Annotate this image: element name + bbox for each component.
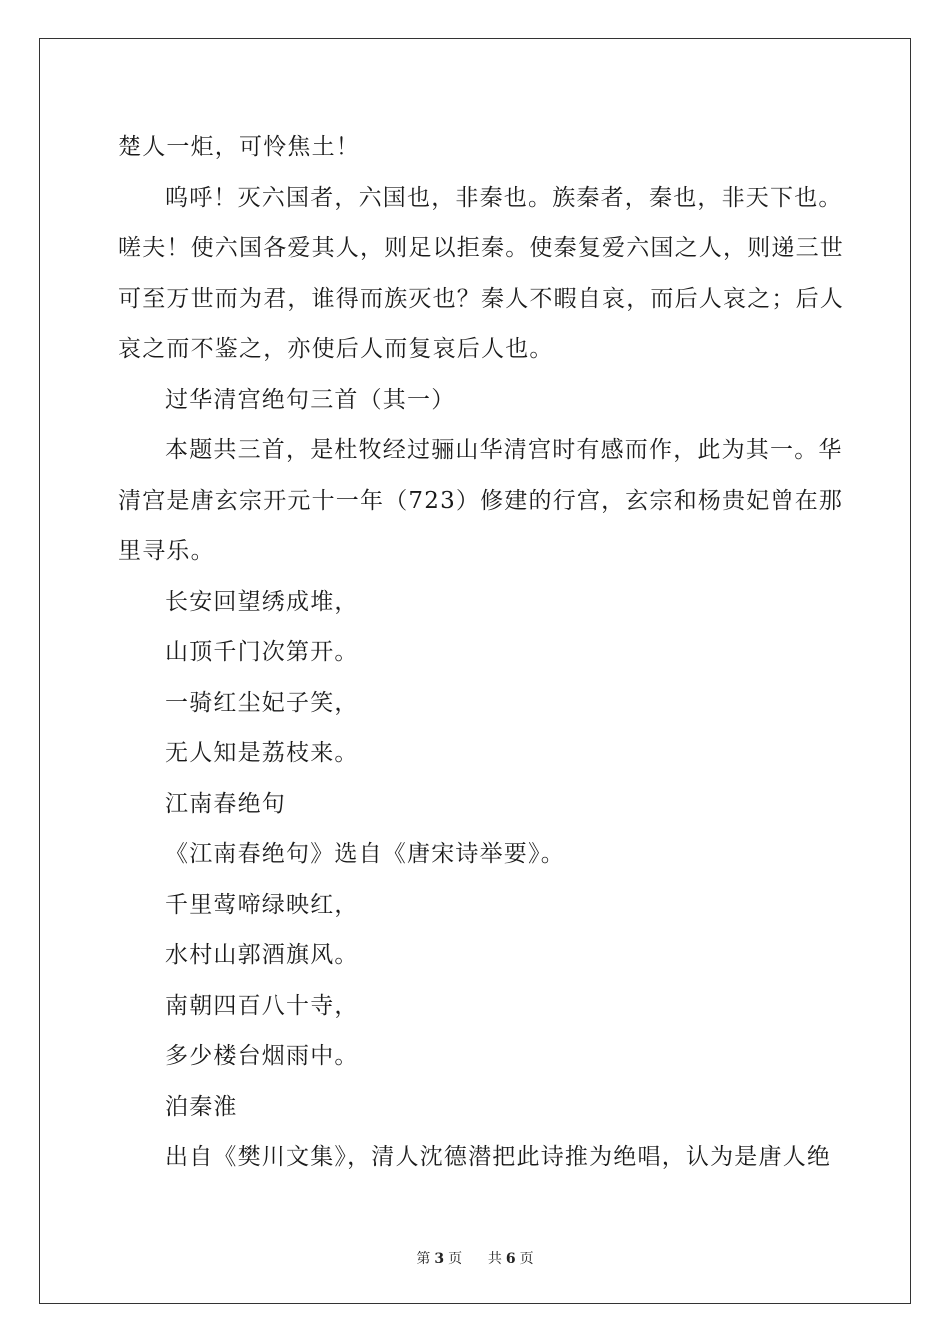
text-line: 里寻乐。 — [118, 538, 215, 564]
text-line: 可至万世而为君，谁得而族灭也？秦人不暇自哀，而后人哀之；后人 — [118, 285, 844, 312]
text-line: 嗟夫！使六国各爱其人，则足以拒秦。使秦复爱六国之人，则递三世 — [118, 235, 844, 261]
section-heading: 过华清宫绝句三首（其一） — [165, 386, 456, 413]
poem-line: 南朝四百八十寺， — [165, 992, 359, 1019]
poem-line: 水村山郭酒旗风。 — [165, 942, 359, 968]
poem-line: 多少楼台烟雨中。 — [165, 1043, 359, 1069]
page-number: 3 — [434, 1251, 445, 1267]
poem-line: 无人知是荔枝来。 — [165, 740, 359, 766]
total-pages-indicator: 共 6 页 — [487, 1251, 534, 1267]
poem-line: 长安回望绣成堆， — [165, 588, 359, 615]
text-line: 本题共三首，是杜牧经过骊山华清宫时有感而作，此为其一。华 — [165, 437, 843, 463]
document-body — [118, 122, 844, 1183]
text-line: 哀之而不鉴之，亦使后人而复哀后人也。 — [118, 336, 554, 362]
text-line: 清宫是唐玄宗开元十一年（723）修建的行宫，玄宗和杨贵妃曾在那 — [118, 487, 844, 514]
poem-line: 一骑红尘妃子笑， — [165, 689, 359, 716]
text-line: 出自《樊川文集》，清人沈德潜把此诗推为绝唱，认为是唐人绝 — [165, 1144, 832, 1170]
page-footer — [0, 1248, 950, 1268]
section-heading: 江南春绝句 — [165, 790, 286, 817]
text-line: 《江南春绝句》选自《唐宋诗举要》。 — [165, 841, 565, 867]
section-heading: 泊秦淮 — [165, 1093, 238, 1120]
poem-line: 千里莺啼绿映红， — [165, 891, 359, 918]
poem-line: 山顶千门次第开。 — [165, 639, 359, 665]
text-line: 楚人一炬，可怜焦土！ — [118, 134, 360, 160]
page-indicator: 第 3 页 — [416, 1251, 463, 1267]
total-pages: 6 — [505, 1251, 516, 1267]
text-line: 呜呼！灭六国者，六国也，非秦也。族秦者，秦也，非天下也。 — [165, 184, 843, 211]
